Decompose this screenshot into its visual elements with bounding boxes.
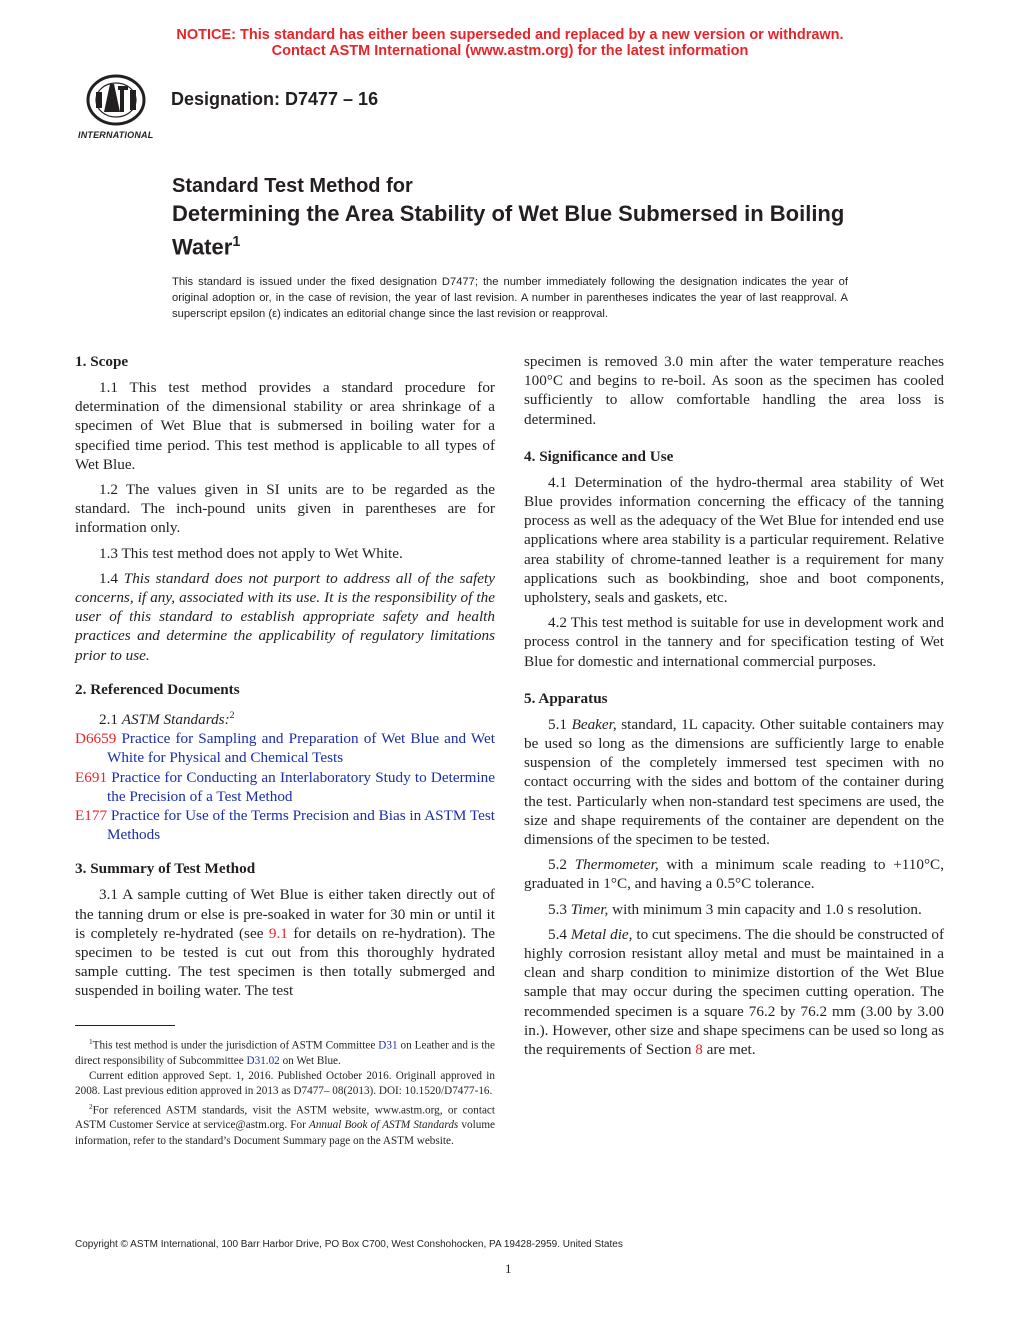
left-column bbox=[75, 352, 495, 1001]
section-2-heading: 2. Referenced Documents bbox=[75, 680, 240, 698]
para-3-1-continued: specimen is removed 3.0 min after the water temperature reaches 100°C and begins to re-boil. As soon as the specimen has cooled sufficiently to allow comfortable handling the area loss is determined. bbox=[524, 353, 944, 428]
para-4-1: 4.1 Determination of the hydro-thermal area stability of Wet Blue provides information concerning the efficacy of the tanning process as well as the adequacy of the Wet Blue for intended end use applications where area stability is a particular requirement. Relative area stability of chrome-tanned leather is a requirement for many applications such as bookbinding, shoe and boot components, upholstery, seals and gaskets, etc. bbox=[524, 473, 944, 607]
para-3-1-text-b: for details on re-hydration). The specimen to be tested is cut out from this thoroughly hydrated sample cutting. The test specimen is then totally submerged and suspended in boiling water. The test bbox=[75, 924, 496, 1000]
section-5-heading: 5. Apparatus bbox=[524, 689, 608, 707]
footnote-1-edition: Current edition approved Sept. 1, 2016. Published October 2016. Originall approved in 2008. Last previous edition approved in 2013 as D7477– 08(2013). DOI: 10.1520/D7477-16. bbox=[75, 1070, 495, 1098]
para-1-4-num: 1.4 bbox=[99, 569, 118, 587]
para-5-2 bbox=[524, 855, 944, 893]
section-3-heading: 3. Summary of Test Method bbox=[75, 860, 256, 878]
footnote-2-italic: Annual Book of ASTM Standards bbox=[309, 1119, 459, 1132]
reference-e691[interactable] bbox=[75, 768, 495, 806]
reference-code[interactable]: D6659 bbox=[75, 730, 117, 748]
footnote-2 bbox=[75, 1100, 495, 1149]
right-column bbox=[524, 352, 944, 1059]
reference-e177[interactable] bbox=[75, 806, 495, 844]
para-5-1 bbox=[524, 715, 944, 849]
page-number: 1 bbox=[505, 1261, 512, 1276]
para-5-1-text: standard, 1L capacity. Other suitable containers may be used so long as the dimensions are sufficiently large to enable suspension of the completely immersed test specimen with no contact occurring with the sides and bottom of the container during the test. Particularly when non-standard test specimens are used, the size and shape requirements of the container are dependent on the dimensions of the specimen to be tested. bbox=[524, 715, 945, 849]
footnote-2-text-b: volume information, refer to the standard’s Document Summary page on the ASTM website. bbox=[75, 1119, 495, 1147]
para-5-4 bbox=[524, 925, 944, 1059]
notice-line-1: NOTICE: This standard has either been superseded and replaced by a new version or withdrawn. bbox=[176, 27, 844, 43]
reference-code[interactable]: E177 bbox=[75, 806, 108, 824]
para-5-3-text: with minimum 3 min capacity and 1.0 s resolution. bbox=[612, 900, 922, 918]
para-5-4-term: Metal die, bbox=[570, 925, 633, 943]
link-subcommittee-d31-02[interactable]: D31.02 bbox=[246, 1054, 280, 1067]
reference-title[interactable]: Practice for Use of the Terms Precision and Bias in ASTM Test Methods bbox=[107, 806, 496, 844]
para-1-4-text: This standard does not purport to address all of the safety concerns, if any, associated with its use. It is the responsibility of the user of this standard to establish appropriate safety and health practices and determine the applicability of regulatory limitations prior to use. bbox=[75, 569, 495, 664]
footnote-1-num: 1 bbox=[89, 1038, 93, 1046]
designation: Designation: D7477 – 16 bbox=[171, 89, 379, 109]
footnote-1-text-c: on Wet Blue. bbox=[279, 1054, 341, 1067]
logo-text: INTERNATIONAL bbox=[78, 130, 154, 140]
link-section-9-1[interactable]: 9.1 bbox=[268, 924, 288, 942]
reference-code[interactable]: E691 bbox=[75, 768, 108, 786]
footnote-2-num: 2 bbox=[89, 1102, 93, 1111]
link-committee-d31[interactable]: D31 bbox=[378, 1039, 398, 1052]
para-1-2: 1.2 The values given in SI units are to be regarded as the standard. The inch-pound units given in parentheses are for information only. bbox=[75, 481, 495, 537]
footnote-rule bbox=[75, 1025, 175, 1026]
para-5-2-text: with a minimum scale reading to +110°C, graduated in 1°C, and having a 0.5°C tolerance. bbox=[524, 856, 944, 893]
notice-line-2: Contact ASTM International (www.astm.org) for the latest information bbox=[271, 43, 749, 59]
title-footnote-ref: 1 bbox=[232, 234, 241, 250]
para-5-1-num: 5.1 bbox=[548, 715, 567, 733]
para-5-2-term: Thermometer, bbox=[574, 856, 659, 874]
footnote-1-text-a: This test method is under the jurisdiction of ASTM Committee bbox=[92, 1039, 379, 1052]
footnotes bbox=[75, 1035, 495, 1149]
section-4-heading: 4. Significance and Use bbox=[524, 447, 674, 465]
document-title bbox=[172, 200, 872, 261]
astm-logo bbox=[74, 72, 162, 144]
para-5-4-text: to cut specimens. The die should be constructed of highly corrosion resistant alloy metal and must be maintained in a clean and sharp condition to minimize distortion of the Wet Blue sample that may occur during the specimen cutting operation. The recommended specimen is a square 76.2 by 76.2 mm (3.00 by 3.00 in.). However, other size and shape specimens can be used so long as the requirements of Section bbox=[524, 925, 945, 1059]
para-2-1 bbox=[75, 706, 495, 729]
reference-title[interactable]: Practice for Conducting an Interlaboratory Study to Determine the Precision of a Test Method bbox=[107, 768, 496, 805]
copyright: Copyright © ASTM International, 100 Barr Harbor Drive, PO Box C700, West Conshohocken, PA 19428-2959. United States bbox=[75, 1239, 623, 1250]
title-line-2: Determining the Area Stability of Wet Blue Submersed in Boiling Water bbox=[172, 201, 845, 260]
para-5-4-end: are met. bbox=[702, 1041, 756, 1059]
para-1-3: 1.3 This test method does not apply to Wet White. bbox=[99, 544, 403, 562]
para-5-1-term: Beaker, bbox=[571, 715, 617, 733]
para-3-1 bbox=[75, 885, 495, 1000]
title-line-1: Standard Test Method for bbox=[172, 175, 413, 197]
section-1-heading: 1. Scope bbox=[75, 353, 129, 370]
para-5-2-num: 5.2 bbox=[548, 856, 567, 874]
para-5-4-num: 5.4 bbox=[548, 925, 567, 943]
footnote-2-text-a: For referenced ASTM standards, visit the ASTM website, www.astm.org, or contact ASTM Customer Service at service@astm.org. For bbox=[75, 1104, 495, 1132]
link-section-8[interactable]: 8 bbox=[695, 1041, 703, 1059]
para-3-1-text-a: 3.1 A sample cutting of Wet Blue is either taken directly out of the tanning drum or else is pre-soaked in water for 30 min or until it is completely re-hydrated (see bbox=[75, 886, 495, 942]
footnote-1 bbox=[75, 1035, 495, 1069]
reference-title[interactable]: Practice for Sampling and Preparation of Wet Blue and Wet White for Physical and Chemical Tests bbox=[107, 730, 495, 767]
reference-d6659[interactable] bbox=[75, 729, 495, 767]
para-4-2: 4.2 This test method is suitable for use in development work and process control in the tannery and for specification testing of Wet Blue for domestic and international commercial purposes. bbox=[524, 614, 944, 670]
para-2-1-num: 2.1 bbox=[99, 710, 118, 728]
para-5-3-term: Timer, bbox=[570, 900, 609, 918]
para-5-3-num: 5.3 bbox=[548, 900, 567, 918]
para-5-3 bbox=[524, 900, 944, 919]
para-2-1-text: ASTM Standards: bbox=[121, 710, 230, 728]
para-1-4 bbox=[75, 569, 495, 665]
para-2-1-sup: 2 bbox=[229, 709, 235, 721]
para-1-1: 1.1 This test method provides a standard procedure for determination of the dimensional stability or area shrinkage of a specimen of Wet Blue that is submersed in boiling water for a specified time period. This test method is applicable to all types of Wet Blue. bbox=[75, 379, 495, 473]
footnote-1-text-b: on Leather and is the direct responsibility of Subcommittee bbox=[75, 1039, 495, 1067]
intro-paragraph: This standard is issued under the fixed designation D7477; the number immediately following the designation indicates the year of original adoption or, in the case of revision, the year of last revision. A number in parentheses indicates the year of last reapproval. A superscript epsilon (ε) indicates an editorial change since the last revision or reapproval. bbox=[172, 276, 848, 320]
